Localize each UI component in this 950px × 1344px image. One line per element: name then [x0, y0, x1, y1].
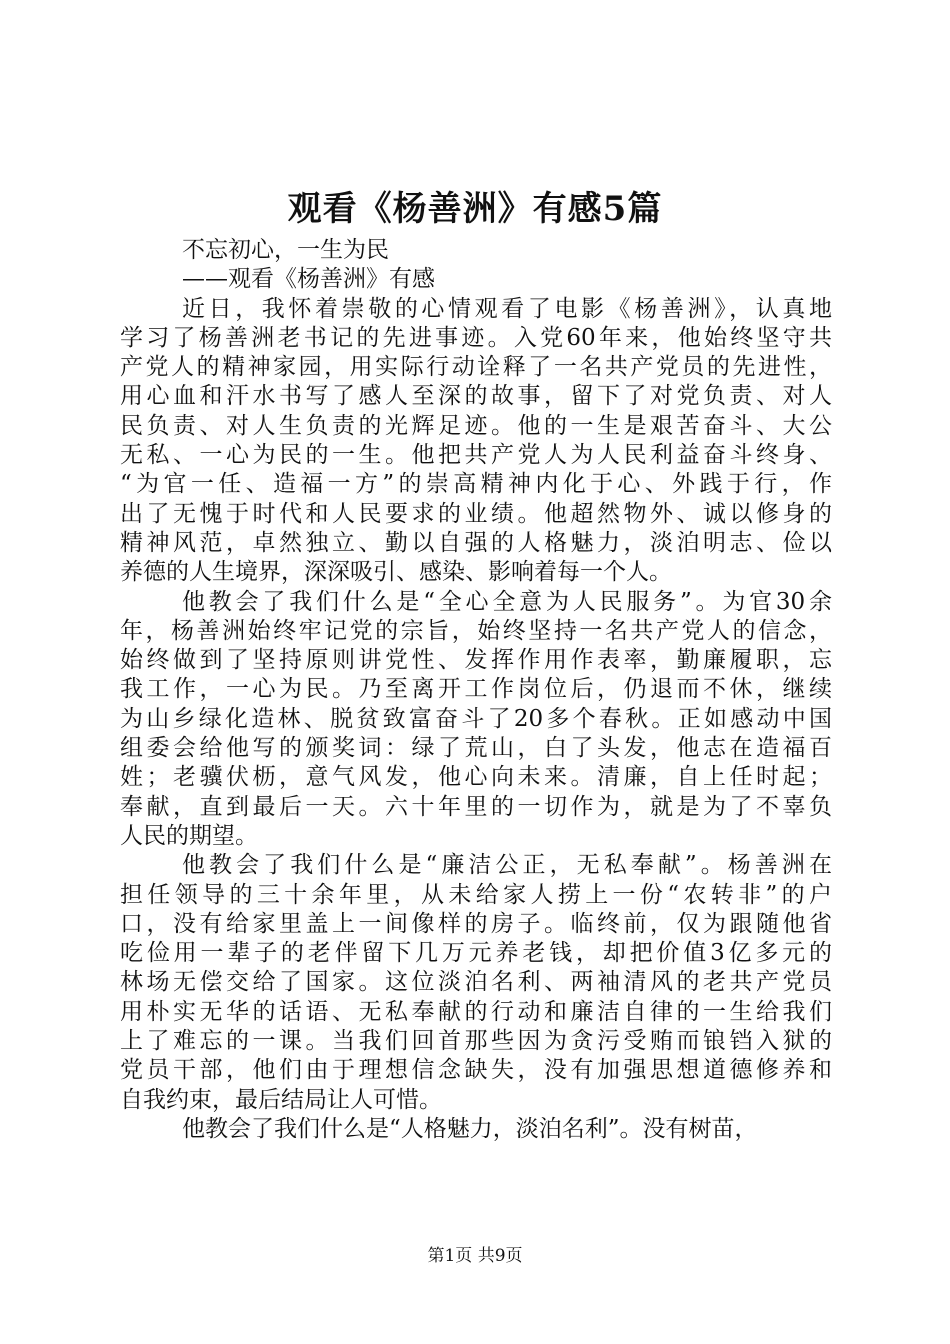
paragraph-line: 林场无偿交给了国家。这位淡泊名利、两袖清风的老共产党员 [120, 969, 832, 996]
paragraph-line: 上了难忘的一课。当我们回首那些因为贪污受贿而锒铛入狱的 [120, 1028, 832, 1055]
paragraph-line: 用心血和汗水书写了感人至深的故事，留下了对党负责、对人 [120, 383, 832, 410]
document-body [120, 236, 832, 1144]
paragraph-line: 组委会给他写的颁奖词：绿了荒山，白了头发，他志在造福百 [120, 735, 832, 762]
paragraph-line: 他教会了我们什么是“廉洁公正，无私奉献”。杨善洲在 [182, 852, 832, 879]
paragraph-line: 他教会了我们什么是“全心全意为人民服务”。为官30余 [182, 588, 832, 615]
paragraph-line: 学习了杨善洲老书记的先进事迹。入党60年来，他始终坚守共 [120, 324, 832, 351]
paragraph-line: 奉献，直到最后一天。六十年里的一切作为，就是为了不辜负 [120, 793, 832, 820]
paragraph-line: 始终做到了坚持原则讲党性、发挥作用作表率，勤廉履职，忘 [120, 647, 832, 674]
paragraph-line: 精神风范，卓然独立、勤以自强的人格魅力，淡泊明志、俭以 [120, 529, 832, 556]
paragraph-line: 养德的人生境界，深深吸引、感染、影响着每一个人。 [120, 559, 672, 586]
paragraph-line: 近日，我怀着崇敬的心情观看了电影《杨善洲》，认真地 [182, 295, 832, 322]
paragraph-line: 无私、一心为民的一生。他把共产党人为人民利益奋斗终身、 [120, 442, 832, 469]
document-title: 观看《杨善洲》有感5篇 [287, 189, 663, 229]
heading-line: 不忘初心，一生为民 [182, 237, 389, 263]
paragraph-line: 担任领导的三十余年里，从未给家人捞上一份“农转非”的户 [120, 881, 832, 908]
paragraph-line: 年，杨善洲始终牢记党的宗旨，始终坚持一名共产党人的信念， [120, 617, 832, 644]
paragraph-line: 他教会了我们什么是“人格魅力，淡泊名利”。没有树苗， [182, 1115, 758, 1142]
page-footer: 第1页 共9页 [427, 1246, 523, 1266]
paragraph-line: 口，没有给家里盖上一间像样的房子。临终前，仅为跟随他省 [120, 910, 832, 937]
paragraph [120, 588, 832, 852]
paragraph-line: 人民的期望。 [120, 822, 258, 849]
paragraph-line: 吃俭用一辈子的老伴留下几万元养老钱，却把价值3亿多元的 [120, 940, 832, 967]
paragraph-line: 党员干部，他们由于理想信念缺失，没有加强思想道德修养和 [120, 1057, 832, 1084]
paragraph [120, 295, 832, 588]
paragraphs-container [120, 295, 832, 1145]
paragraph-line: 产党人的精神家园，用实际行动诠释了一名共产党员的先进性， [120, 354, 832, 381]
paragraph-line: 为山乡绿化造林、脱贫致富奋斗了20多个春秋。正如感动中国 [120, 705, 832, 732]
paragraph-line: 自我约束，最后结局让人可惜。 [120, 1086, 442, 1113]
paragraph [120, 1115, 832, 1144]
paragraph [120, 851, 832, 1115]
paragraph-line: “为官一任、造福一方”的崇高精神内化于心、外践于行，作 [120, 471, 832, 498]
paragraph-line: 用朴实无华的话语、无私奉献的行动和廉洁自律的一生给我们 [120, 998, 832, 1025]
subheading-line: ——观看《杨善洲》有感 [182, 266, 435, 293]
paragraph-line: 出了无愧于时代和人民要求的业绩。他超然物外、诚以修身的 [120, 500, 832, 527]
paragraph-line: 民负责、对人生负责的光辉足迹。他的一生是艰苦奋斗、大公 [120, 412, 832, 439]
paragraph-line: 我工作，一心为民。乃至离开工作岗位后，仍退而不休，继续 [120, 676, 832, 703]
paragraph-line: 姓；老骥伏枥，意气风发，他心向未来。清廉，自上任时起； [120, 764, 832, 791]
